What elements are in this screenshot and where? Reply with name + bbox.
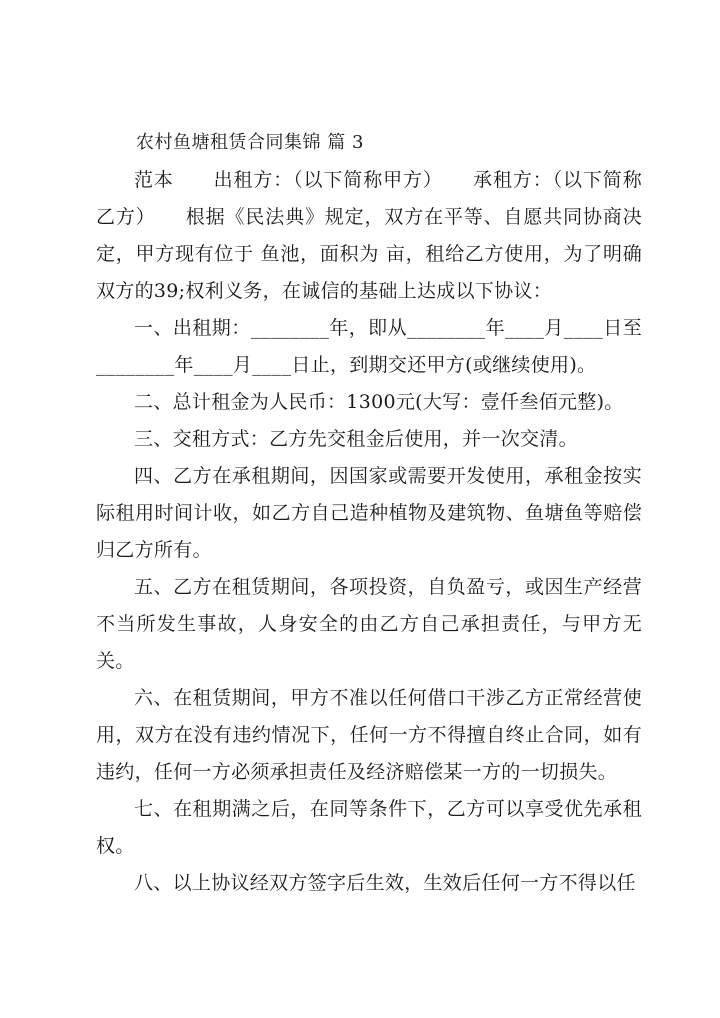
paragraph-clause-6: 六、在租赁期间，甲方不准以任何借口干涉乙方正常经营使用，双方在没有违约情况下，任何一方不得擅自终止合同，如有违约，任何一方必须承担责任及经济赔偿某一方的一切损失。 [96, 687, 642, 783]
paragraph-clause-8: 八、以上协议经双方签字后生效，生效后任何一方不得以任 [134, 872, 636, 894]
paragraph-clause-7: 七、在租期满之后，在同等条件下，乙方可以享受优先承租权。 [96, 798, 642, 857]
paragraph-preamble: 范本 出租方：（以下简称甲方） 承租方：（以下简称乙方） 根据《民法典》规定，双方在平等、自愿共同协商决定，甲方现有位于 鱼池，面积为 亩，租给乙方使用，为了明确双方的39;权利义务，在诚信的基础上达成以下协议： [96, 169, 642, 302]
document-title: 农村鱼塘租赁合同集锦 篇 3 [136, 132, 364, 153]
paragraph-clause-3: 三、交租方式：乙方先交租金后使用，并一次交清。 [134, 428, 578, 450]
paragraph-clause-5: 五、乙方在租赁期间，各项投资，自负盈亏，或因生产经营不当所发生事故，人身安全的由乙方自己承担责任，与甲方无关。 [96, 576, 642, 672]
document-body [96, 128, 642, 902]
paragraph-clause-4: 四、乙方在承租期间，因国家或需要开发使用，承租金按实际租用时间计收，如乙方自己造种植物及建筑物、鱼塘鱼等赔偿归乙方所有。 [96, 465, 642, 561]
paragraph-clause-2: 二、总计租金为人民币：1300元(大写：壹仟叁佰元整)。 [134, 391, 624, 413]
paragraph-clause-1: 一、出租期：________年，即从________年____月____日至________年____月____日止，到期交还甲方(或继续使用)。 [96, 317, 642, 376]
